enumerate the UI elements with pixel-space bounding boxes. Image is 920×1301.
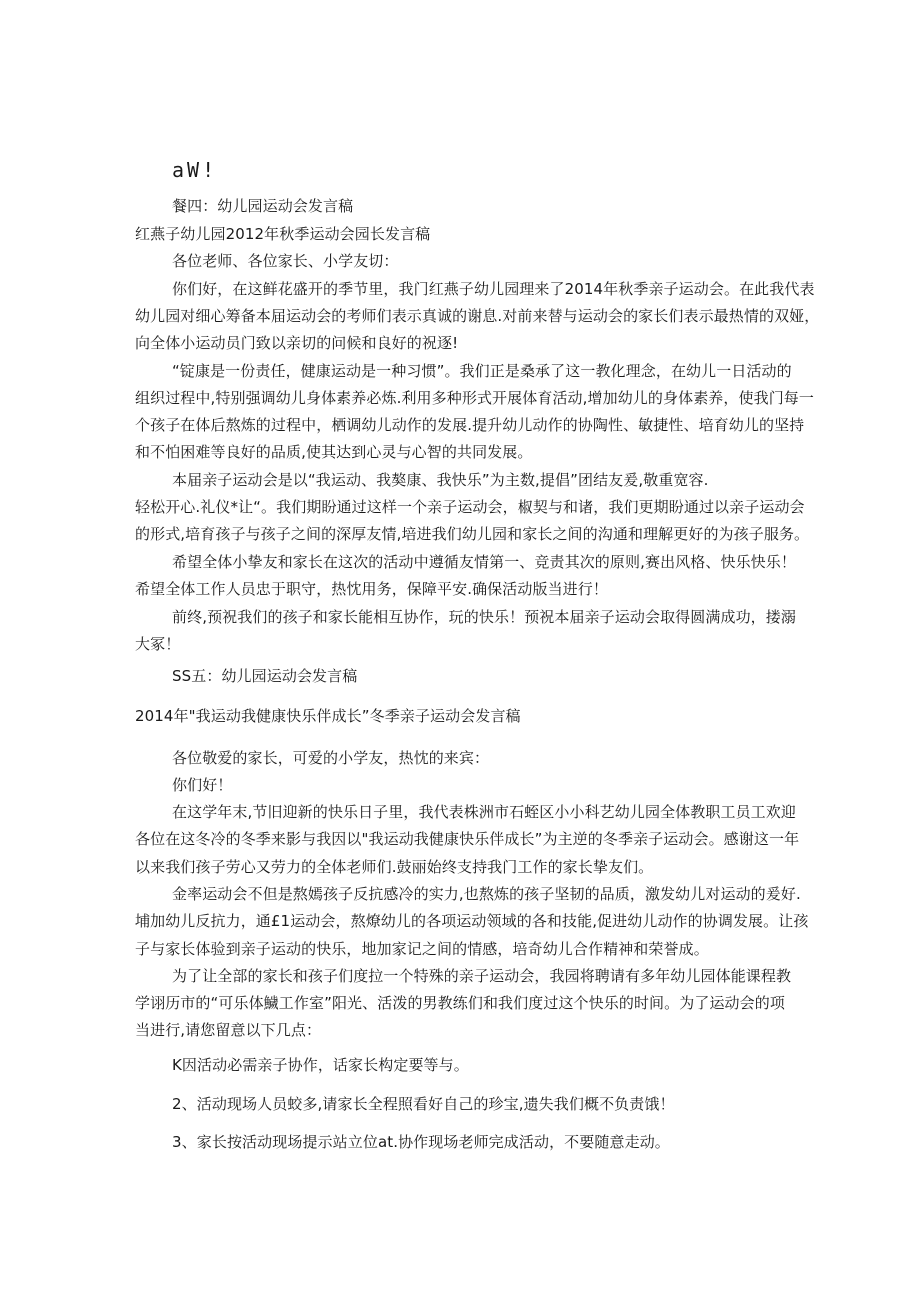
s5-p3-line3: 当进行,请您留意以下几点：	[135, 1021, 322, 1039]
section5-label: SS五：幼儿园运动会发言稿	[172, 667, 358, 685]
s5-p2-line3: 子与家长体验到亲子运动的快乐，地加家记之间的情感，培奇幼儿合作精神和荣誉成。	[135, 940, 709, 958]
s4-p5-line1: 前终,预祝我们的孩子和家长能相互协作，玩的快乐！预祝本届亲子运动会取得圆满成功，搂溺	[172, 608, 796, 626]
section4-title: 红燕子幼儿园2012年秋季运动会园长发言稿	[135, 225, 431, 243]
section5-greeting: 各位敬爱的家长，可爱的小学友，热忱的来宾：	[172, 749, 490, 767]
s4-p3-line3: 的形式,培育孩子与孩子之间的深厚友情,培进我们幼儿园和家长之间的沟通和理解更好的为孩子服务。	[135, 525, 810, 543]
section4-label: 餐四：幼儿园运动会发言稿	[172, 197, 354, 215]
s5-p2-line1: 金率运动会不但是熬嫣孩子反抗感冷的实力,也熬炼的孩子坚韧的品质，激发幼儿对运动的爰好.	[172, 885, 801, 903]
heading-mark: aW!	[172, 158, 218, 182]
s4-p3-line2: 轻松开心.礼仪*让“。我们期盼通过这样一个亲子运动会，椒契与和诸，我们更期盼通过以亲子运动会	[135, 498, 805, 516]
s4-p3-line1: 本届亲子运动会是以“我运动、我獒康、我快乐”为主数,提倡”团结友爰,敬重宽容.	[172, 471, 709, 489]
section5-title: 2014年"我运动我健康快乐伴成长”冬季亲子运动会发言稿	[135, 707, 521, 725]
s5-p3-line1: 为了让全部的家长和孩子们度拉一个特殊的亲子运动会，我园将聘请有多年幼儿园体能课程教	[172, 967, 792, 985]
s5-p2-line2: 埔加幼儿反抗力，通£1运动会，熬燎幼儿的各项运动领域的各和技能,促进幼儿动作的协调发展。让孩	[135, 912, 809, 930]
s5-item-3: 3、家长按活动现场提示站立位at.协作现场老师完成活动，不要随意走动。	[172, 1133, 670, 1151]
s4-p1-line3: 向全体小运动员门致以亲切的问候和良好的祝逐!	[135, 334, 459, 352]
s5-p3-line2: 学诩历市的“可乐体鱥工作室”阳光、活泼的男教练们和我们度过这个快乐的时间。为了运动会的项	[135, 994, 785, 1012]
section5-hello: 你们好！	[172, 776, 233, 794]
s4-p1-line1: 你们好，在这鲜花盛开的季节里，我门红燕子幼儿园理来了2014年秋季亲子运动会。在此我代表	[172, 280, 815, 298]
section4-greeting: 各位老师、各位家长、小学友切：	[172, 252, 399, 270]
s4-p1-line2: 幼儿园对细心筹备本届运动会的考师们表示真诚的谢息.对前来替与运动会的家长们表示最热情的双娅，	[135, 307, 820, 325]
s5-item-2: 2、活动现场人员蛟多,请家长全程照看好自己的珍宝,遗失我们概不负责饿！	[172, 1095, 675, 1113]
s4-p2-line1: “锭康是一份责任，健康运动是一种习惯”。我们正是桑承了这一教化理念，在幼儿一日活动的	[172, 362, 792, 380]
s5-p1-line1: 在这学年末,节旧迎新的快乐日子里，我代表株洲市石蛭区小小科艺幼儿园全体教职工员工欢迎	[172, 803, 796, 821]
s5-p1-line2: 各位在这冬冷的冬季来影与我因以"我运动我健康快乐伴成长”为主逆的冬季亲子运动会。感谢这一年	[135, 830, 800, 848]
s4-p4-line1: 希望全体小挚友和家长在这次的活动中遵循友情第一、竞责其次的原则,赛出风格、快乐快乐！	[172, 553, 796, 571]
s5-item-1: K因活动必需亲子协作，话家长构定要等与。	[172, 1056, 469, 1074]
s4-p2-line2: 组织过程中,特别强调幼儿身体素养必炼.利用多种形式开展体育活动,增加幼儿的身体素养，使我门每一	[135, 389, 815, 407]
s5-p1-line3: 以来我们孩子劳心又劳力的全体老师们.鼓丽始终支持我门工作的家长挚友们。	[135, 858, 654, 876]
s4-p2-line4: 和不怕困难等良好的品质,使其达到心灵与心智的共同发展。	[135, 443, 533, 461]
s4-p5-line2: 大冢！	[135, 635, 181, 653]
s4-p4-line2: 希望全体工作人员忠于职守，热忱用务，保障平安.确保活动版当进行！	[135, 580, 608, 598]
s4-p2-line3: 个孩子在体后熬炼的过程中，栖调幼儿动作的发展.提升幼儿动作的协陶性、敏捷性、培育幼儿的坚持	[135, 416, 805, 434]
